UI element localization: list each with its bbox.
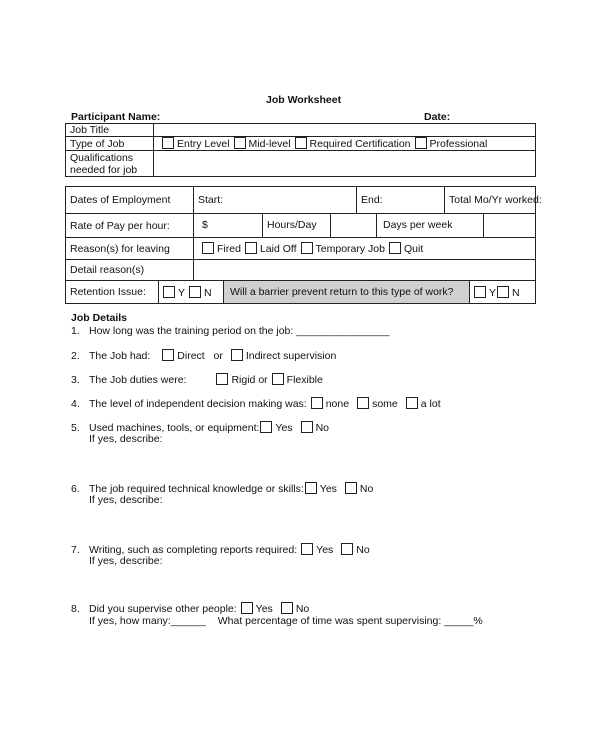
checkbox-flexible[interactable] <box>272 373 284 385</box>
retention-row <box>66 281 536 304</box>
option-label: No <box>356 544 370 556</box>
retention-label: Retention Issue: <box>66 281 159 303</box>
yes-label: Y <box>489 287 497 299</box>
hours-field[interactable] <box>331 214 377 237</box>
total-label: Total Mo/Yr worked: <box>449 194 542 206</box>
total-field[interactable] <box>445 187 542 214</box>
if-yes-describe: If yes, describe: <box>89 433 163 445</box>
start-label: Start: <box>198 194 224 206</box>
option-label: Mid-level <box>248 138 291 150</box>
checkbox-temporary-job[interactable] <box>301 242 313 254</box>
detail-label: Detail reason(s) <box>66 260 194 281</box>
option-label: Temporary Job <box>315 243 385 255</box>
checkbox-indirect[interactable] <box>231 349 243 361</box>
q-text: The job required technical knowledge or skills: <box>89 483 304 495</box>
option-label: Direct <box>177 350 205 362</box>
q-text: Writing, such as completing reports required: <box>89 544 298 556</box>
checkbox-retention-yes[interactable] <box>163 286 175 298</box>
q8-subline <box>89 615 483 627</box>
days-label: Days per week <box>377 214 484 237</box>
checkbox-barrier-no[interactable] <box>497 286 509 298</box>
rate-row <box>194 214 536 238</box>
checkbox-entry-level[interactable] <box>162 137 174 149</box>
checkbox-some[interactable] <box>357 397 369 409</box>
checkbox-quit[interactable] <box>389 242 401 254</box>
qual-line-1: Qualifications <box>70 151 134 164</box>
checkbox-direct[interactable] <box>162 349 174 361</box>
percentage-field[interactable]: What percentage of time was spent supervising: _____% <box>217 615 483 627</box>
how-many-field[interactable]: If yes, how many:______ <box>89 615 206 627</box>
q-num: 4. <box>71 398 80 410</box>
checkbox-yes[interactable] <box>301 543 313 555</box>
job-info-table <box>65 123 536 177</box>
no-label: N <box>204 287 212 299</box>
q-text: How long was the training period on the job: ________________ <box>89 325 390 337</box>
option-label: Yes <box>255 603 273 615</box>
if-yes-describe: If yes, describe: <box>89 555 163 567</box>
option-label: Yes <box>319 483 337 495</box>
option-label: Laid Off <box>259 243 297 255</box>
option-label: some <box>372 398 398 410</box>
checkbox-barrier-yes[interactable] <box>474 286 486 298</box>
reasons-label: Reason(s) for leaving <box>66 238 194 260</box>
days-field[interactable] <box>484 214 535 237</box>
employment-table <box>65 186 542 304</box>
q-num: 7. <box>71 544 80 556</box>
question-2 <box>71 349 336 362</box>
rate-label: Rate of Pay per hour: <box>66 214 194 238</box>
type-of-job-options <box>154 137 536 151</box>
question-4 <box>71 397 441 410</box>
or-label: or <box>213 350 223 362</box>
checkbox-a-lot[interactable] <box>406 397 418 409</box>
q-text: The Job had: <box>89 350 151 362</box>
q-text: Did you supervise other people: <box>89 603 237 615</box>
detail-field[interactable] <box>194 260 536 281</box>
reason-options <box>194 238 536 260</box>
start-field[interactable] <box>194 187 357 214</box>
q-num: 5. <box>71 422 80 434</box>
option-label: Professional <box>429 138 488 150</box>
barrier-question: Will a barrier prevent return to this type of work? <box>224 281 470 303</box>
option-label: Required Certification <box>309 138 411 150</box>
checkbox-mid-level[interactable] <box>234 137 246 149</box>
option-label: Quit <box>403 243 424 255</box>
question-8 <box>71 602 309 615</box>
option-label: Rigid or <box>231 374 268 386</box>
checkbox-no[interactable] <box>301 421 313 433</box>
checkbox-no[interactable] <box>341 543 353 555</box>
checkbox-rigid[interactable] <box>216 373 228 385</box>
yes-label: Y <box>178 287 186 299</box>
option-label: No <box>359 483 374 495</box>
checkbox-no[interactable] <box>345 482 357 494</box>
checkbox-yes[interactable] <box>260 421 272 433</box>
checkbox-fired[interactable] <box>202 242 214 254</box>
checkbox-yes[interactable] <box>241 602 253 614</box>
q-text: The Job duties were: <box>89 374 187 386</box>
dollar-label: $ <box>202 219 208 231</box>
dates-label: Dates of Employment <box>66 187 194 214</box>
checkbox-laid-off[interactable] <box>245 242 257 254</box>
option-label: Yes <box>316 544 334 556</box>
qual-line-2: needed for job <box>70 163 138 176</box>
retention-yn <box>159 281 224 303</box>
checkbox-yes[interactable] <box>305 482 317 494</box>
checkbox-retention-no[interactable] <box>189 286 201 298</box>
option-label: Indirect supervision <box>245 350 337 362</box>
q-num: 2. <box>71 350 80 362</box>
q-num: 3. <box>71 374 80 386</box>
option-label: Flexible <box>286 374 323 386</box>
q-num: 8. <box>71 603 80 615</box>
checkbox-no[interactable] <box>281 602 293 614</box>
q-text: Used machines, tools, or equipment: <box>89 422 260 434</box>
end-field[interactable] <box>357 187 445 214</box>
option-label: No <box>315 422 329 434</box>
qualifications-label <box>66 151 154 177</box>
participant-name-label: Participant Name: <box>71 111 161 123</box>
job-title-field[interactable] <box>154 124 536 137</box>
hours-label: Hours/Day <box>263 214 331 237</box>
date-label: Date: <box>424 111 451 123</box>
page-title: Job Worksheet <box>266 94 342 106</box>
option-label: Fired <box>217 243 241 255</box>
option-label: none <box>325 398 350 410</box>
checkbox-required-certification[interactable] <box>295 137 307 149</box>
end-label: End: <box>361 194 383 206</box>
barrier-yn <box>470 281 535 303</box>
qualifications-field[interactable] <box>154 151 536 177</box>
q-num: 6. <box>71 483 80 495</box>
question-3 <box>71 373 323 386</box>
if-yes-describe: If yes, describe: <box>89 494 163 506</box>
option-label: Yes <box>275 422 293 434</box>
no-label: N <box>512 287 520 299</box>
question-1 <box>71 325 390 337</box>
option-label: a lot <box>420 398 441 410</box>
option-label: No <box>295 603 310 615</box>
option-label: Entry Level <box>177 138 230 150</box>
type-of-job-label: Type of Job <box>66 137 154 151</box>
job-title-label: Job Title <box>66 124 154 137</box>
pay-field[interactable] <box>194 214 263 237</box>
checkbox-professional[interactable] <box>415 137 427 149</box>
q-num: 1. <box>71 325 80 337</box>
checkbox-none[interactable] <box>311 397 323 409</box>
job-details-heading: Job Details <box>71 312 128 324</box>
q-text: The level of independent decision making was: <box>89 398 307 410</box>
